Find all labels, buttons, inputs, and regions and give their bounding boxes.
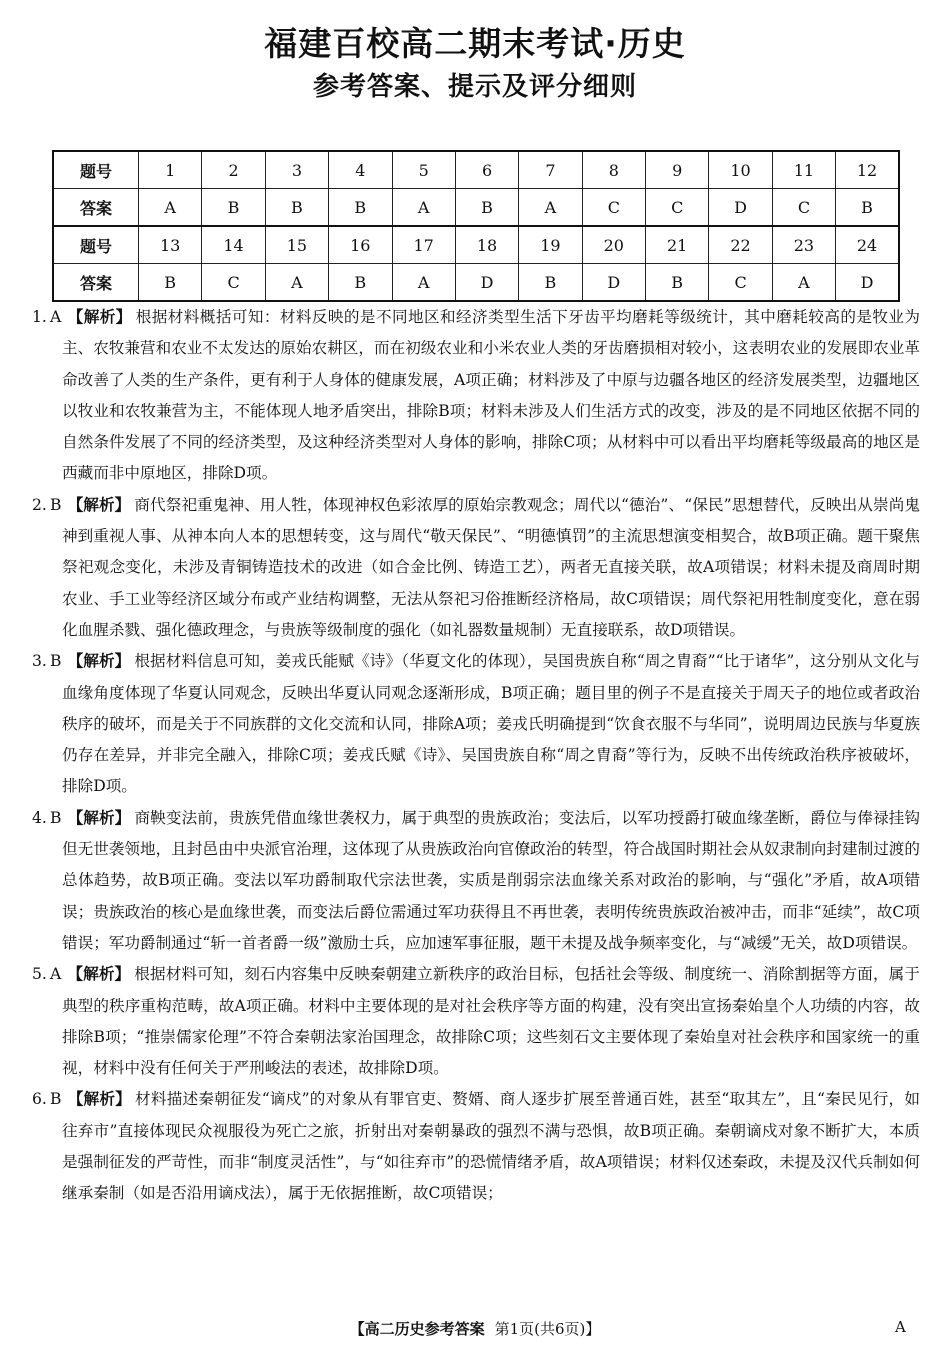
item-text: 材料描述秦朝征发“谪戍”的对象从有罪官吏、赘婿、商人逐步扩展至普通百姓，甚至“取其左”，且“秦民见行，如往弃市”直接体现民众视服役为死亡之旅，折射出对秦朝暴政的强烈不满与恐惧，故B项正确。秦朝谪戍对象不断扩大，本质是强制征发的严苛性，而非“制度灵活性”，与“如往弃市”的恐慌情绪矛盾，故A项错误；材料仅述秦政，未提及汉代兵制如何继承秦制（如是否沿用谪戍法），属于无依据推断，故C项错误； bbox=[62, 1090, 920, 1203]
question-number-cell: 10 bbox=[709, 151, 772, 189]
item-answer: A bbox=[50, 965, 62, 984]
question-number-cell: 19 bbox=[519, 226, 582, 264]
item-answer: B bbox=[50, 495, 62, 514]
answer-cell: B bbox=[646, 264, 709, 302]
question-number-cell: 5 bbox=[392, 151, 455, 189]
item-answer: B bbox=[50, 652, 62, 671]
document-subtitle: 参考答案、提示及评分细则 bbox=[312, 72, 637, 102]
answer-cell: A bbox=[392, 189, 455, 227]
question-number-cell: 12 bbox=[836, 151, 899, 189]
answer-cell: D bbox=[836, 264, 899, 302]
question-number-cell: 8 bbox=[582, 151, 645, 189]
explanation-item bbox=[32, 490, 920, 646]
answer-row bbox=[53, 189, 899, 227]
explanation-item bbox=[32, 803, 920, 959]
row-header-answer: 答案 bbox=[53, 189, 139, 227]
question-number-cell: 22 bbox=[709, 226, 772, 264]
answer-table-1 bbox=[52, 150, 900, 227]
answer-cell: B bbox=[139, 264, 202, 302]
item-answer: B bbox=[50, 808, 62, 827]
explanation-item bbox=[32, 302, 920, 490]
answer-cell: A bbox=[392, 264, 455, 302]
row-header-answer: 答案 bbox=[53, 264, 139, 302]
answer-cell: A bbox=[772, 264, 835, 302]
question-number-cell: 24 bbox=[836, 226, 899, 264]
answer-cell: B bbox=[836, 189, 899, 227]
explanation-item bbox=[32, 959, 920, 1084]
answer-cell: D bbox=[455, 264, 518, 302]
answer-cell: C bbox=[582, 189, 645, 227]
analysis-tag: 【解析】 bbox=[67, 1090, 132, 1109]
question-number-cell: 13 bbox=[139, 226, 202, 264]
item-number: 4. bbox=[32, 808, 47, 827]
row-header-question: 题号 bbox=[53, 226, 139, 264]
question-number-cell: 17 bbox=[392, 226, 455, 264]
item-text: 根据材料信息可知，姜戎氏能赋《诗》（华夏文化的体现），吴国贵族自称“周之胄裔”“比于诸华”，这分别从文化与血缘角度体现了华夏认同观念，反映出华夏认同观念逐渐形成，B项正确；题目里的例子不是直接关于周天子的地位或者政治秩序的破坏，而是关于不同族群的文化交流和认同，排除A项；姜戎氏明确提到“饮食衣服不与华同”，说明周边民族与华夏族仍存在差异，并非完全融入，排除C项；姜戎氏赋《诗》、吴国贵族自称“周之胄裔”等行为，反映不出传统政治秩序被破坏，排除D项。 bbox=[62, 652, 920, 796]
question-number-cell: 1 bbox=[139, 151, 202, 189]
analysis-tag: 【解析】 bbox=[67, 808, 131, 827]
item-answer: A bbox=[50, 308, 62, 326]
item-text: 商代祭祀重鬼神、用人牲，体现神权色彩浓厚的原始宗教观念；周代以“德治”、“保民”思想替代，反映出从崇尚鬼神到重视人事、从神本向人本的思想转变，这与周代“敬天保民”、“明德慎罚”的主流思想演变相契合，故B项正确。题干聚焦祭祀观念变化，未涉及青铜铸造技术的改进（如合金比例、铸造工艺），两者无直接关联，故A项错误；材料未提及商周时期农业、手工业等经济区域分布或产业结构调整，无法从祭祀习俗推断经济格局，故C项错误；周代祭祀用牲制度变化，意在弱化血腥杀戮、强化德政理念，与贵族等级制度的强化（如礼器数量规制）无直接联系，故D项错误。 bbox=[62, 495, 920, 639]
question-number-cell: 3 bbox=[265, 151, 328, 189]
answer-cell: B bbox=[265, 189, 328, 227]
answer-cell: A bbox=[139, 189, 202, 227]
question-number-cell: 7 bbox=[519, 151, 582, 189]
analysis-tag: 【解析】 bbox=[67, 308, 132, 326]
answer-cell: A bbox=[519, 189, 582, 227]
item-text: 根据材料概括可知：材料反映的是不同地区和经济类型生活下牙齿平均磨耗等级统计，其中磨耗较高的是牧业为主、农牧兼营和农业不太发达的原始农耕区，而在初级农业和小米农业人类的牙齿磨损相对较小，这表明农业的发展即农业革命改善了人类的生产条件，更有利于人身体的健康发展，A项正确；材料涉及了中原与边疆各地区的经济发展类型，边疆地区以牧业和农牧兼营为主，不能体现人地矛盾突出，排除B项；材料未涉及人们生活方式的改变，涉及的是不同地区依据不同的自然条件发展了不同的经济类型，及这种经济类型对人身体的影响，排除C项；从材料中可以看出平均磨耗等级最高的地区是西藏而非中原地区，排除D项。 bbox=[62, 308, 920, 483]
page-footer bbox=[0, 1318, 950, 1339]
answer-cell: B bbox=[519, 264, 582, 302]
question-number-cell: 2 bbox=[202, 151, 265, 189]
question-number-cell: 6 bbox=[455, 151, 518, 189]
analysis-tag: 【解析】 bbox=[67, 495, 131, 514]
explanation-list bbox=[32, 302, 920, 1210]
version-marker: A bbox=[895, 1318, 906, 1336]
answer-cell: C bbox=[772, 189, 835, 227]
answer-row bbox=[53, 264, 899, 302]
footer-label: 【高二历史参考答案 bbox=[349, 1320, 485, 1338]
analysis-tag: 【解析】 bbox=[67, 652, 131, 671]
question-number-cell: 4 bbox=[329, 151, 392, 189]
item-number: 2. bbox=[32, 495, 47, 514]
question-number-cell: 23 bbox=[772, 226, 835, 264]
answer-cell: C bbox=[709, 264, 772, 302]
question-number-row bbox=[53, 226, 899, 264]
answer-cell: B bbox=[202, 189, 265, 227]
question-number-row bbox=[53, 151, 899, 189]
item-text: 根据材料可知，刻石内容集中反映秦朝建立新秩序的政治目标，包括社会等级、制度统一、消除割据等方面，属于典型的秩序重构范畴，故A项正确。材料中主要体现的是对社会秩序等方面的构建，没有突出宣扬秦始皇个人功绩的内容，故排除B项；“推崇儒家伦理”不符合秦朝法家治国理念，故排除C项；这些刻石文主要体现了秦始皇对社会秩序和国家统一的重视，材料中没有任何关于严刑峻法的表述，故排除D项。 bbox=[62, 965, 920, 1078]
question-number-cell: 20 bbox=[582, 226, 645, 264]
answer-cell: C bbox=[646, 189, 709, 227]
answer-cell: A bbox=[265, 264, 328, 302]
question-number-cell: 18 bbox=[455, 226, 518, 264]
explanation-item bbox=[32, 646, 920, 802]
answer-cell: B bbox=[329, 189, 392, 227]
item-text: 商鞅变法前，贵族凭借血缘世袭权力，属于典型的贵族政治；变法后，以军功授爵打破血缘垄断，爵位与俸禄挂钩但无世袭领地，且封邑由中央派官治理，这体现了从贵族政治向官僚政治的转型，符合战国时期社会从奴隶制向封建制过渡的总体趋势，故B项正确。变法以军功爵制取代宗法世袭，实质是削弱宗法血缘关系对政治的影响，与“强化”矛盾，故A项错误；贵族政治的核心是血缘世袭，而变法后爵位需通过军功获得且不再世袭，表明传统贵族政治被冲击，而非“延续”，故C项错误；军功爵制通过“斩一首者爵一级”激励士兵，应加速军事征服，题干未提及战争频率变化，与“减缓”无关，故D项错误。 bbox=[62, 808, 920, 952]
item-number: 5. bbox=[32, 965, 47, 984]
item-answer: B bbox=[50, 1090, 62, 1109]
question-number-cell: 16 bbox=[329, 226, 392, 264]
answer-cell: D bbox=[709, 189, 772, 227]
answer-cell: C bbox=[202, 264, 265, 302]
answer-cell: B bbox=[455, 189, 518, 227]
item-number: 1. bbox=[32, 308, 47, 326]
question-number-cell: 15 bbox=[265, 226, 328, 264]
document-title: 福建百校高二期末考试·历史 bbox=[264, 24, 686, 63]
item-number: 3. bbox=[32, 652, 47, 671]
answer-cell: B bbox=[329, 264, 392, 302]
analysis-tag: 【解析】 bbox=[67, 965, 131, 984]
explanation-item bbox=[32, 1084, 920, 1209]
row-header-question: 题号 bbox=[53, 151, 139, 189]
question-number-cell: 14 bbox=[202, 226, 265, 264]
question-number-cell: 21 bbox=[646, 226, 709, 264]
answer-table-2 bbox=[52, 225, 900, 302]
question-number-cell: 11 bbox=[772, 151, 835, 189]
question-number-cell: 9 bbox=[646, 151, 709, 189]
item-number: 6. bbox=[32, 1090, 47, 1109]
page-number: 第1页(共6页)】 bbox=[494, 1320, 601, 1338]
answer-cell: D bbox=[582, 264, 645, 302]
